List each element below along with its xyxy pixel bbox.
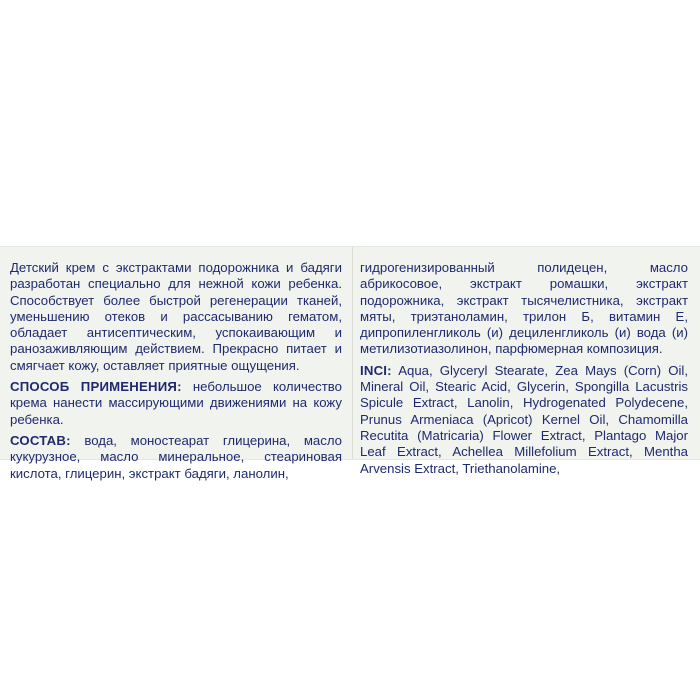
composition-heading: СОСТАВ: (10, 432, 71, 448)
composition-text: вода, моностеарат глицерина, масло кукурузное, масло минеральное, стеариновая кислота, глицерин, экстракт бадяги, ланолин, (10, 432, 342, 481)
description-paragraph: Детский крем с экстрактами подорожника и бадяги разработан специально для нежной кожи ребенка. Способствует более быстрой регенерации тканей, уменьшению отеков и рассасыванию гематом, обладает антисептическим, успокаивающим и ранозаживляющим действием. Прекрасно питает и смягчает кожу, оставляет приятные ощущения. (10, 260, 342, 373)
usage-heading: СПОСОБ ПРИМЕНЕНИЯ: (10, 379, 182, 395)
composition-paragraph (10, 433, 342, 482)
composition-continued-paragraph: гидрогенизированный полидецен, масло абрикосовое, экстракт ромашки, экстракт подорожника, экстракт тысячелистника, экстракт мяты, триэтаноламин, трилон Б, витамин Е, дипропиленгликоль (и) дециленгликоль (и) вода (и) метилизотиазолинон, парфюмерная композиция. (360, 260, 688, 357)
inci-text: Aqua, Glyceryl Stearate, Zea Mays (Corn) Oil, Mineral Oil, Stearic Acid, Glycerin, Spongilla Lacustris Spicule Extract, Lanolin, Hydrogenated Polydecene, Prunus Armeniaca (Apricot) Kernel Oil, Chamomilla Recutita (Matricaria) Flower Extract, Plantago Major Leaf Extract, Achellea Millefolium Extract, Mentha Arvensis Extract, Triethanolamine, (360, 362, 689, 476)
left-text-panel (10, 260, 342, 482)
product-label (0, 246, 700, 481)
inci-heading: INCI: (360, 362, 392, 378)
right-text-panel (360, 260, 688, 477)
usage-paragraph (10, 379, 342, 428)
panel-divider (352, 247, 353, 459)
inci-paragraph (360, 363, 688, 477)
usage-text: небольшое количество крема нанести массирующими движениями на кожу ребенка. (10, 379, 342, 427)
